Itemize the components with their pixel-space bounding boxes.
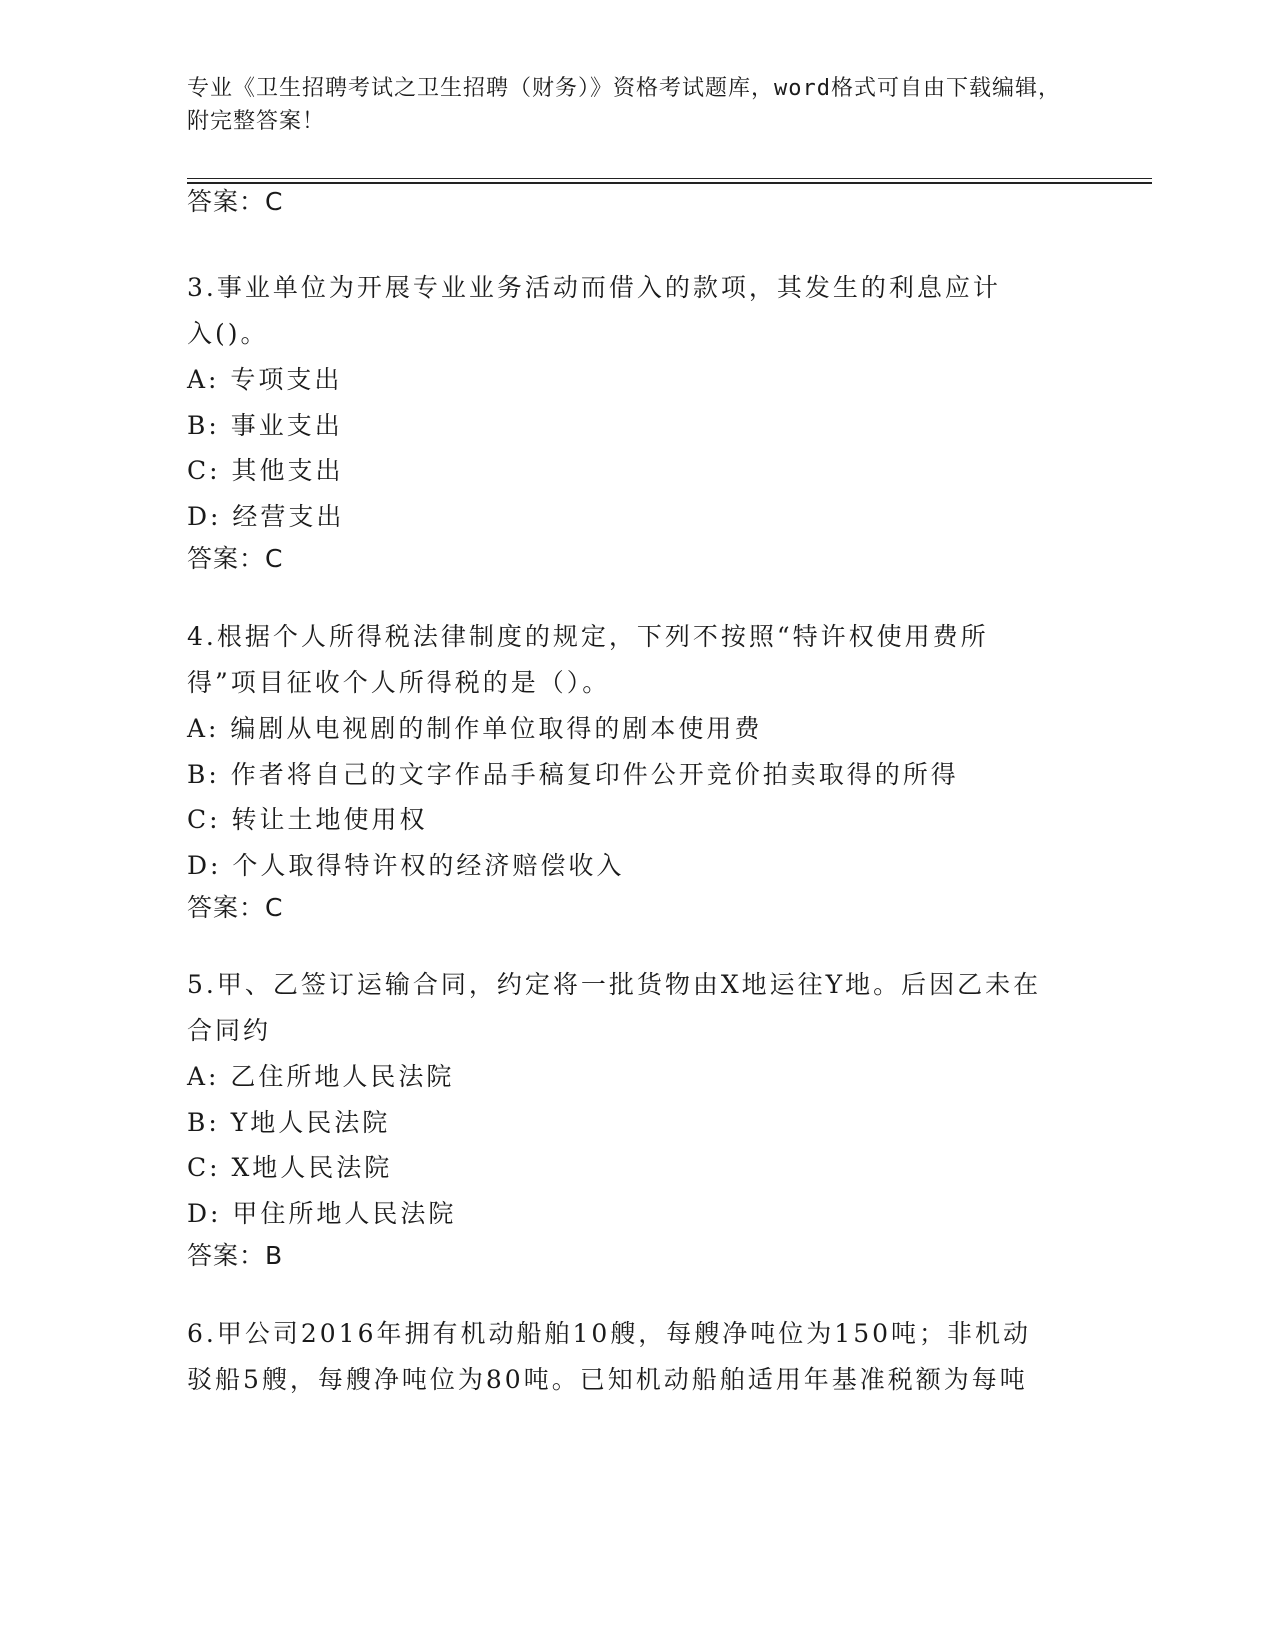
question-text: 6.甲公司2016年拥有机动船舶10艘，每艘净吨位为150吨；非机动驳船5艘，每艘净吨位为80吨。已知机动船舶适用年基准税额为每吨 xyxy=(187,1319,1032,1394)
option-c: C: X地人民法院 xyxy=(187,1153,393,1182)
answer: 答案：C xyxy=(187,544,284,573)
question-3 xyxy=(187,265,1087,579)
document-header: 专业《卫生招聘考试之卫生招聘（财务）》资格考试题库，word格式可自由下载编辑，附完整答案！ xyxy=(187,76,1061,134)
option-d: D: 个人取得特许权的经济赔偿收入 xyxy=(187,850,625,880)
question-6 xyxy=(187,1311,1087,1403)
question-5 xyxy=(187,962,1087,1276)
option-b: B: 事业支出 xyxy=(187,410,343,440)
header-divider xyxy=(187,178,1152,179)
answer: 答案：C xyxy=(187,893,284,922)
option-c: C: 转让土地使用权 xyxy=(187,805,428,834)
option-a: A: 乙住所地人民法院 xyxy=(187,1062,455,1091)
option-b: B: Y地人民法院 xyxy=(187,1107,391,1137)
question-text: 4.根据个人所得税法律制度的规定，下列不按照“特许权使用费所得”项目征收个人所得税的是（）。 xyxy=(187,622,989,697)
question-text: 5.甲、乙签订运输合同，约定将一批货物由X地运往Y地。后因乙未在合同约 xyxy=(187,970,1042,1045)
question-text: 3.事业单位为开展专业业务活动而借入的款项，其发生的利息应计入()。 xyxy=(187,273,1001,348)
answer: 答案：B xyxy=(187,1241,284,1270)
option-b: B: 作者将自己的文字作品手稿复印件公开竞价拍卖取得的所得 xyxy=(187,759,959,789)
option-d: D: 甲住所地人民法院 xyxy=(187,1198,457,1228)
option-c: C: 其他支出 xyxy=(187,456,344,485)
option-d: D: 经营支出 xyxy=(187,501,345,531)
option-a: A: 编剧从电视剧的制作单位取得的剧本使用费 xyxy=(187,714,763,743)
option-a: A: 专项支出 xyxy=(187,365,343,394)
question-4 xyxy=(187,614,1087,928)
answer-previous: 答案：C xyxy=(187,187,284,216)
